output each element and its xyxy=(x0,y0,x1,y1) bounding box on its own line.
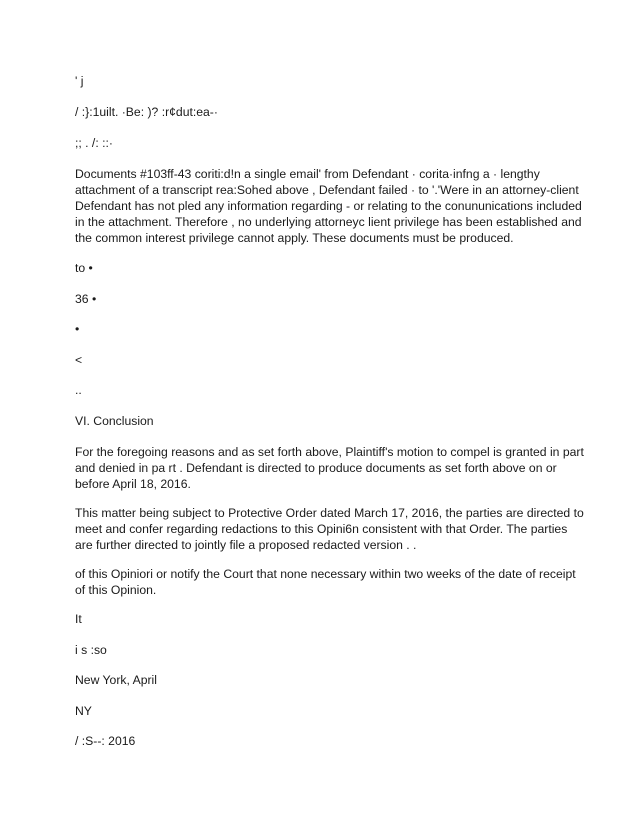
location-date-line: New York, April xyxy=(75,673,157,687)
stray-dots: .. xyxy=(75,383,82,397)
paragraph-line: This matter being subject to Protective Order dated March 17, 2016, the parties are directed to xyxy=(75,506,584,520)
stray-angle: < xyxy=(75,353,83,367)
stray-text-36: 36 • xyxy=(75,292,97,306)
paragraph-line: Defendant has not pled any information regarding - or relating to the conununications included xyxy=(75,199,582,214)
paragraph-line: of this Opinion. xyxy=(75,583,157,598)
stray-bullet: • xyxy=(75,322,80,336)
stray-text-so: i s :so xyxy=(75,643,107,657)
documents-paragraph xyxy=(75,166,582,246)
paragraph-line: and denied in pa rt . Defendant is directed to produce documents as set forth above on or xyxy=(75,461,557,476)
paragraph-line: of this Opiniori or notify the Court that none necessary within two weeks of the date of receipt xyxy=(75,567,576,581)
opinion-paragraph xyxy=(75,566,576,598)
signature-date-line: / :S--: 2016 xyxy=(75,734,136,748)
conclusion-paragraph xyxy=(75,444,584,492)
paragraph-line: Documents #103ff-43 coriti:d!n a single email' from Defendant · corita·infng a · lengthy xyxy=(75,167,540,181)
paragraph-line: the common interest privilege cannot apply. These documents must be produced. xyxy=(75,231,514,246)
stray-text-to: to • xyxy=(75,261,93,275)
protective-order-paragraph xyxy=(75,505,584,553)
paragraph-line: For the foregoing reasons and as set forth above, Plaintiff's motion to compel is granted in part xyxy=(75,445,584,459)
section-heading: VI. Conclusion xyxy=(75,414,154,428)
paragraph-line: attachment of a transcript rea:Sohed above , Defendant failed · to '.'Were in an attorney-client xyxy=(75,183,579,198)
paragraph-line: before April 18, 2016. xyxy=(75,477,191,492)
paragraph-line: in the attachment. Therefore , no underlying attorneyc lient privilege has been established and xyxy=(75,215,582,230)
state-line: NY xyxy=(75,704,92,718)
stray-text-it: It xyxy=(75,612,82,626)
stray-text-2: / :}:1uilt. ·Be: )? :r¢dut:ea-· xyxy=(75,105,218,119)
paragraph-line: are further directed to jointly file a proposed redacted version . . xyxy=(75,538,417,553)
stray-text-1: ' j xyxy=(75,74,84,88)
paragraph-line: meet and confer regarding redactions to this Opini6n consistent with that Order. The parties xyxy=(75,522,568,537)
stray-text-3: ;; . /: ::· xyxy=(75,136,113,150)
